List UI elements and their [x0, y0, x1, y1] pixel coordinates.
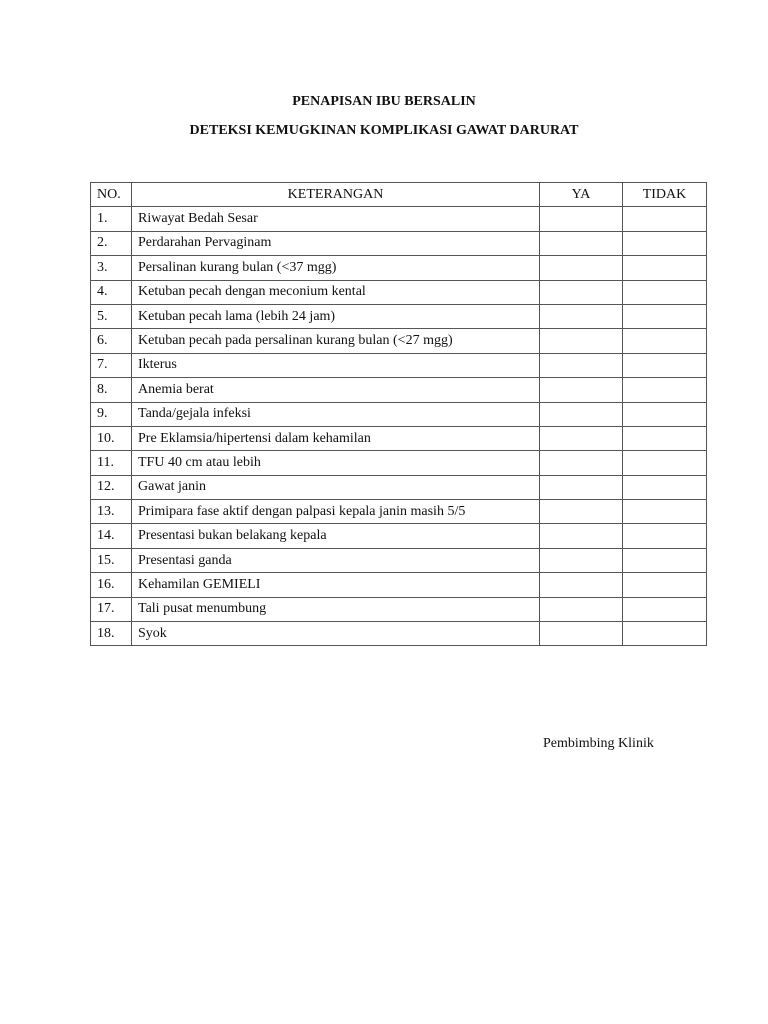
ya-cell[interactable]	[540, 548, 623, 572]
table-header-row	[91, 183, 707, 207]
tidak-cell[interactable]	[623, 329, 707, 353]
row-description: TFU 40 cm atau lebih	[132, 451, 540, 475]
ya-cell[interactable]	[540, 451, 623, 475]
ya-cell[interactable]	[540, 622, 623, 646]
table-row	[91, 256, 707, 280]
row-description: Tali pusat menumbung	[132, 597, 540, 621]
table-row	[91, 329, 707, 353]
tidak-cell[interactable]	[623, 426, 707, 450]
row-description: Gawat janin	[132, 475, 540, 499]
row-number: 16.	[91, 573, 132, 597]
ya-cell[interactable]	[540, 207, 623, 231]
header-no: NO.	[91, 183, 132, 207]
row-number: 14.	[91, 524, 132, 548]
table-row	[91, 304, 707, 328]
row-number: 12.	[91, 475, 132, 499]
table-row	[91, 353, 707, 377]
row-number: 7.	[91, 353, 132, 377]
row-number: 4.	[91, 280, 132, 304]
tidak-cell[interactable]	[623, 622, 707, 646]
table-row	[91, 402, 707, 426]
ya-cell[interactable]	[540, 353, 623, 377]
document-subtitle: DETEKSI KEMUGKINAN KOMPLIKASI GAWAT DARURAT	[189, 123, 579, 138]
tidak-cell[interactable]	[623, 451, 707, 475]
table-row	[91, 597, 707, 621]
ya-cell[interactable]	[540, 475, 623, 499]
signature-label: Pembimbing Klinik	[543, 736, 654, 751]
document-title: PENAPISAN IBU BERSALIN	[292, 94, 476, 109]
row-description: Kehamilan GEMIELI	[132, 573, 540, 597]
row-number: 11.	[91, 451, 132, 475]
header-keterangan: KETERANGAN	[132, 183, 540, 207]
ya-cell[interactable]	[540, 597, 623, 621]
ya-cell[interactable]	[540, 573, 623, 597]
tidak-cell[interactable]	[623, 280, 707, 304]
row-number: 13.	[91, 500, 132, 524]
ya-cell[interactable]	[540, 426, 623, 450]
row-number: 17.	[91, 597, 132, 621]
row-number: 15.	[91, 548, 132, 572]
row-number: 1.	[91, 207, 132, 231]
row-number: 5.	[91, 304, 132, 328]
table-row	[91, 426, 707, 450]
tidak-cell[interactable]	[623, 402, 707, 426]
row-number: 9.	[91, 402, 132, 426]
row-number: 10.	[91, 426, 132, 450]
ya-cell[interactable]	[540, 524, 623, 548]
tidak-cell[interactable]	[623, 256, 707, 280]
row-number: 2.	[91, 231, 132, 255]
tidak-cell[interactable]	[623, 500, 707, 524]
row-number: 3.	[91, 256, 132, 280]
row-number: 18.	[91, 622, 132, 646]
ya-cell[interactable]	[540, 231, 623, 255]
row-description: Ketuban pecah lama (lebih 24 jam)	[132, 304, 540, 328]
tidak-cell[interactable]	[623, 304, 707, 328]
tidak-cell[interactable]	[623, 524, 707, 548]
row-description: Ikterus	[132, 353, 540, 377]
row-description: Ketuban pecah dengan meconium kental	[132, 280, 540, 304]
table-row	[91, 451, 707, 475]
row-description: Pre Eklamsia/hipertensi dalam kehamilan	[132, 426, 540, 450]
tidak-cell[interactable]	[623, 207, 707, 231]
screening-table	[90, 182, 707, 646]
ya-cell[interactable]	[540, 280, 623, 304]
row-description: Presentasi ganda	[132, 548, 540, 572]
ya-cell[interactable]	[540, 256, 623, 280]
row-description: Tanda/gejala infeksi	[132, 402, 540, 426]
tidak-cell[interactable]	[623, 353, 707, 377]
ya-cell[interactable]	[540, 500, 623, 524]
tidak-cell[interactable]	[623, 378, 707, 402]
tidak-cell[interactable]	[623, 231, 707, 255]
ya-cell[interactable]	[540, 378, 623, 402]
table-row	[91, 231, 707, 255]
row-description: Riwayat Bedah Sesar	[132, 207, 540, 231]
row-description: Persalinan kurang bulan (<37 mgg)	[132, 256, 540, 280]
row-description: Ketuban pecah pada persalinan kurang bulan (<27 mgg)	[132, 329, 540, 353]
row-description: Presentasi bukan belakang kepala	[132, 524, 540, 548]
table-row	[91, 573, 707, 597]
row-description: Anemia berat	[132, 378, 540, 402]
table-row	[91, 207, 707, 231]
ya-cell[interactable]	[540, 304, 623, 328]
row-number: 8.	[91, 378, 132, 402]
row-description: Primipara fase aktif dengan palpasi kepala janin masih 5/5	[132, 500, 540, 524]
table-row	[91, 475, 707, 499]
table-row	[91, 524, 707, 548]
table-row	[91, 280, 707, 304]
row-description: Syok	[132, 622, 540, 646]
table-row	[91, 500, 707, 524]
tidak-cell[interactable]	[623, 573, 707, 597]
tidak-cell[interactable]	[623, 548, 707, 572]
ya-cell[interactable]	[540, 329, 623, 353]
table-row	[91, 378, 707, 402]
table-row	[91, 548, 707, 572]
tidak-cell[interactable]	[623, 597, 707, 621]
row-number: 6.	[91, 329, 132, 353]
header-ya: YA	[540, 183, 623, 207]
ya-cell[interactable]	[540, 402, 623, 426]
row-description: Perdarahan Pervaginam	[132, 231, 540, 255]
tidak-cell[interactable]	[623, 475, 707, 499]
table-row	[91, 622, 707, 646]
header-tidak: TIDAK	[623, 183, 707, 207]
